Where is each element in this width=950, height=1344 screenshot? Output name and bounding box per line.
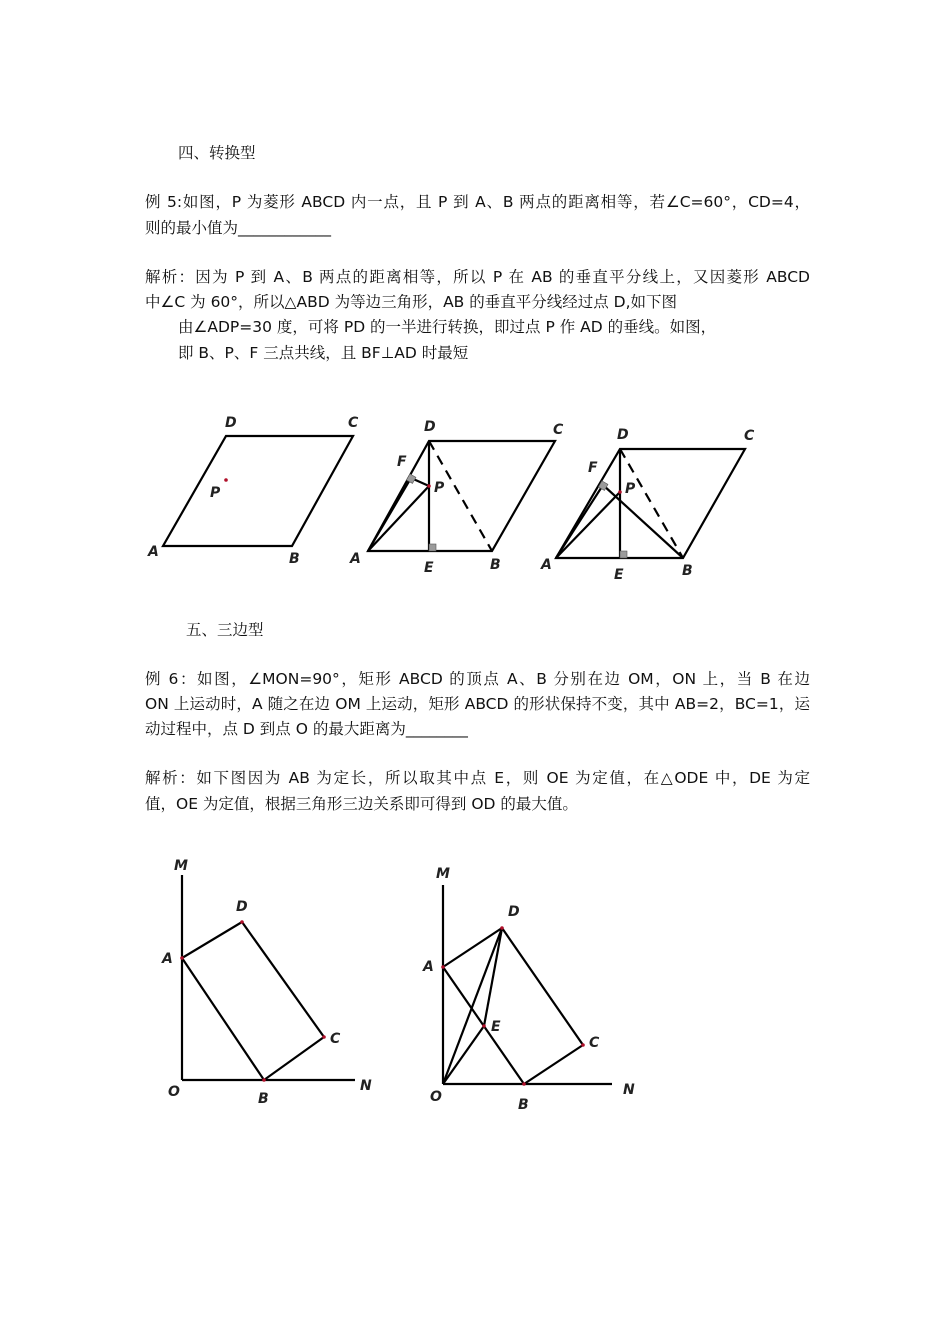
fig1-label-c: C bbox=[348, 415, 359, 431]
fig2-label-f: F bbox=[397, 454, 407, 470]
analysis6-line2: 值，OE 为定值，根据三角形三边关系即可得到 OD 的最大值。 bbox=[145, 795, 578, 813]
example5-line1: 例 5:如图，P 为菱形 ABCD 内一点，且 P 到 A、B 两点的距离相等，若∠C=60°，CD=4， bbox=[145, 193, 810, 211]
fig4-label-m: M bbox=[174, 858, 188, 874]
fig4-label-b: B bbox=[258, 1091, 269, 1107]
fig3-label-f: F bbox=[588, 460, 598, 476]
fig1-label-a: A bbox=[148, 544, 159, 560]
fig5-label-a: A bbox=[423, 959, 434, 975]
fig1-label-b: B bbox=[289, 551, 300, 567]
fig3-label-p: P bbox=[625, 481, 636, 497]
example6-line2: ON 上运动时，A 随之在边 OM 上运动，矩形 ABCD 的形状保持不变，其中 AB=2，BC=1，运 bbox=[145, 695, 810, 713]
fig3-label-a: A bbox=[541, 557, 552, 573]
fig2-label-b: B bbox=[490, 557, 501, 573]
section4-heading: 四、转换型 bbox=[178, 144, 256, 162]
section5-heading: 五、三边型 bbox=[186, 621, 264, 639]
fig3-label-c: C bbox=[744, 428, 755, 444]
fig4-label-n: N bbox=[360, 1078, 372, 1094]
fig1-label-d: D bbox=[225, 415, 237, 431]
example6-line3: 动过程中，点 D 到点 O 的最大距离为________ bbox=[145, 720, 468, 738]
fig3-label-b: B bbox=[682, 563, 693, 579]
fig1-label-p: P bbox=[210, 485, 221, 501]
analysis5-line3: 由∠ADP=30 度，可将 PD 的一半进行转换，即过点 P 作 AD 的垂线。如图， bbox=[178, 318, 717, 336]
fig5-label-o: O bbox=[430, 1089, 442, 1105]
fig2-label-d: D bbox=[424, 419, 436, 435]
fig4-label-o: O bbox=[168, 1084, 180, 1100]
fig2-label-p: P bbox=[434, 480, 445, 496]
fig4-label-a: A bbox=[162, 951, 173, 967]
fig4-label-d: D bbox=[236, 899, 248, 915]
fig5-label-b: B bbox=[518, 1097, 529, 1113]
fig2-label-a: A bbox=[350, 551, 361, 567]
fig5-label-d: D bbox=[508, 904, 520, 920]
fig4-label-c: C bbox=[330, 1031, 341, 1047]
fig5-label-e: E bbox=[491, 1019, 501, 1035]
fig5-label-c: C bbox=[589, 1035, 600, 1051]
fig5-label-n: N bbox=[623, 1082, 635, 1098]
fig3-label-e: E bbox=[614, 567, 624, 583]
example5-line2: 则的最小值为____________ bbox=[145, 219, 332, 237]
analysis5-line2: 中∠C 为 60°，所以△ABD 为等边三角形，AB 的垂直平分线经过点 D,如下图 bbox=[145, 293, 678, 311]
example6-line1: 例 6：如图，∠MON=90°，矩形 ABCD 的顶点 A、B 分别在边 OM，ON 上，当 B 在边 bbox=[145, 670, 810, 688]
analysis5-line1: 解析：因为 P 到 A、B 两点的距离相等，所以 P 在 AB 的垂直平分线上，又因菱形 ABCD bbox=[145, 268, 810, 286]
fig2-label-e: E bbox=[424, 560, 434, 576]
fig2-label-c: C bbox=[553, 422, 564, 438]
analysis5-line4: 即 B、P、F 三点共线，且 BF⊥AD 时最短 bbox=[178, 344, 469, 362]
analysis6-line1: 解析：如下图因为 AB 为定长，所以取其中点 E，则 OE 为定值，在△ODE 中，DE 为定 bbox=[145, 769, 810, 787]
fig3-label-d: D bbox=[617, 427, 629, 443]
fig5-label-m: M bbox=[436, 866, 450, 882]
